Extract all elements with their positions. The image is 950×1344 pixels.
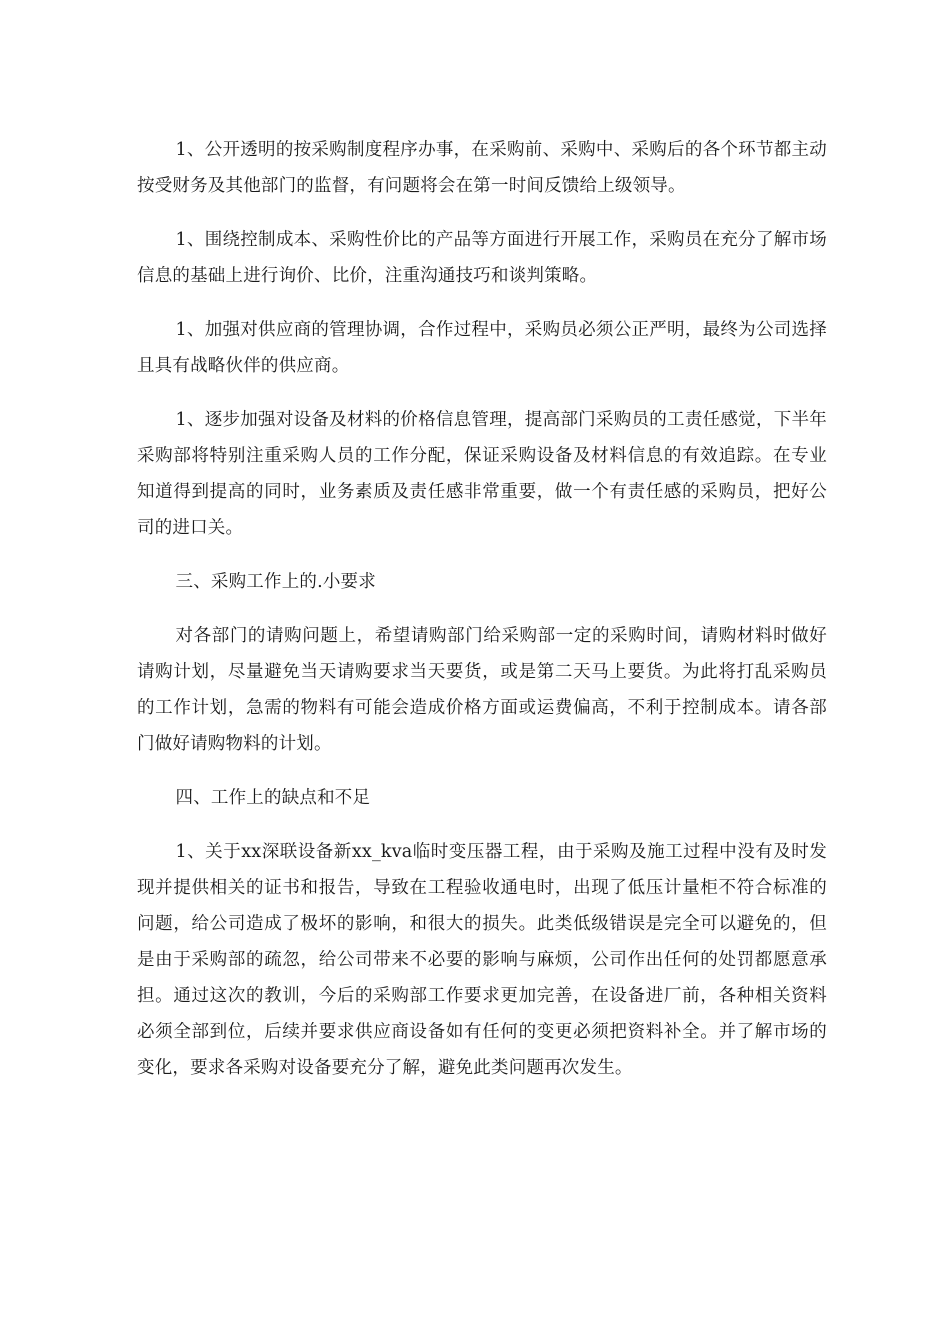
paragraph-price-information: 1、逐步加强对设备及材料的价格信息管理，提高部门采购员的工责任感觉，下半年采购部将特别注重采购人员的工作分配，保证采购设备及材料信息的有效追踪。在专业知道得到提高的同时，业务素质及责任感非常重要，做一个有责任感的采购员，把好公司的进口关。 — [137, 410, 827, 538]
document-body — [137, 132, 827, 1104]
paragraph-transformer-project: 1、关于xx深联设备新xx_kva临时变压器工程，由于采购及施工过程中没有及时发现并提供相关的证书和报告，导致在工程验收通电时，出现了低压计量柜不符合标准的问题，给公司造成了极坏的影响，和很大的损失。此类低级错误是完全可以避免的，但是由于采购部的疏忽，给公司带来不必要的影响与麻烦，公司作出任何的处罚都愿意承担。通过这次的教训，今后的采购部工作要求更加完善，在设备进厂前，各种相关资料必须全部到位，后续并要求供应商设备如有任何的变更必须把资料补全。并了解市场的变化，要求各采购对设备要充分了解，避免此类问题再次发生。 — [137, 842, 827, 1078]
section-heading-requirements: 三、采购工作上的.小要求 — [175, 572, 376, 592]
section-heading-shortcomings: 四、工作上的缺点和不足 — [175, 788, 371, 808]
paragraph-cost-control: 1、围绕控制成本、采购性价比的产品等方面进行开展工作，采购员在充分了解市场信息的基础上进行询价、比价，注重沟通技巧和谈判策略。 — [137, 230, 827, 286]
paragraph-purchase-requests: 对各部门的请购问题上，希望请购部门给采购部一定的采购时间，请购材料时做好请购计划，尽量避免当天请购要求当天要货，或是第二天马上要货。为此将打乱采购员的工作计划，急需的物料有可能会造成价格方面或运费偏高，不利于控制成本。请各部门做好请购物料的计划。 — [137, 626, 827, 754]
paragraph-supervision: 1、公开透明的按采购制度程序办事，在采购前、采购中、采购后的各个环节都主动按受财务及其他部门的监督，有问题将会在第一时间反馈给上级领导。 — [137, 140, 827, 196]
paragraph-supplier-management: 1、加强对供应商的管理协调，合作过程中，采购员必须公正严明，最终为公司选择且具有战略伙伴的供应商。 — [137, 320, 827, 376]
